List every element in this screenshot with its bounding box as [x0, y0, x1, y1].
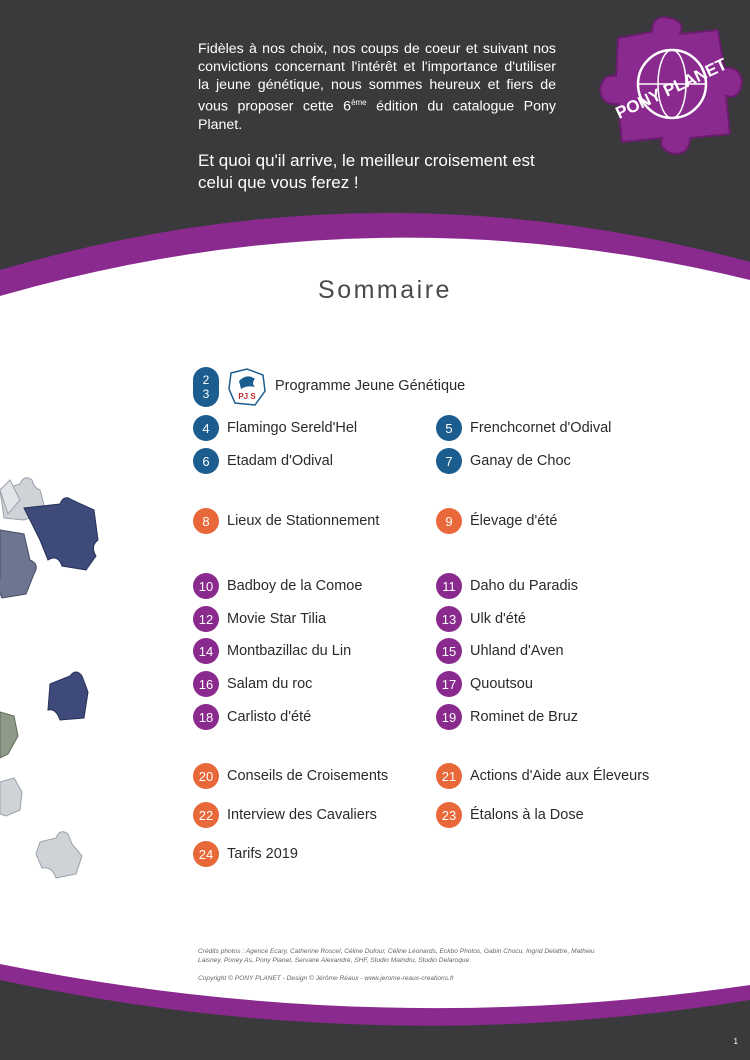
logo-text: PONY PLANET	[612, 54, 731, 123]
toc-item[interactable]	[436, 573, 578, 599]
toc-label: Frenchcornet d'Odival	[470, 420, 612, 436]
toc-label: Montbazillac du Lin	[227, 643, 352, 659]
toc-label: Carlisto d'été	[227, 709, 312, 725]
toc-item[interactable]	[193, 841, 298, 867]
toc-item[interactable]	[193, 671, 312, 697]
toc-item[interactable]	[436, 763, 649, 789]
page-number-badge: 18	[193, 704, 219, 730]
page-number: 1	[733, 1037, 738, 1046]
toc-item[interactable]	[436, 802, 584, 828]
toc-item[interactable]	[193, 448, 333, 474]
page-number-badge: 24	[193, 841, 219, 867]
toc-label: Ganay de Choc	[470, 453, 571, 469]
toc-item[interactable]	[193, 638, 351, 664]
toc-label: Actions d'Aide aux Éleveurs	[470, 768, 650, 784]
toc-label: Movie Star Tilia	[227, 611, 327, 627]
toc-label: Daho du Paradis	[470, 578, 579, 594]
toc-label: Conseils de Croisements	[227, 768, 389, 784]
toc-label: Rominet de Bruz	[470, 709, 578, 725]
toc-label: Badboy de la Comoe	[227, 578, 363, 594]
toc-item[interactable]	[436, 508, 557, 534]
program-label: Programme Jeune Génétique	[275, 378, 466, 394]
toc-item[interactable]	[436, 671, 533, 697]
page-number-badge: 23	[436, 802, 462, 828]
toc-item[interactable]	[193, 704, 311, 730]
page-number-badge: 8	[193, 508, 219, 534]
toc-label: Ulk d'été	[470, 611, 526, 627]
toc-item[interactable]	[436, 448, 571, 474]
page-number-badge: 11	[436, 573, 462, 599]
toc-item[interactable]	[436, 415, 611, 441]
pony-planet-logo	[590, 10, 750, 160]
svg-text:PJ S: PJ S	[238, 392, 256, 401]
page-number-badge: 13	[436, 606, 462, 632]
toc-item[interactable]	[193, 573, 362, 599]
toc-label: Tarifs 2019	[227, 846, 298, 862]
puzzle-pieces-decoration	[0, 470, 120, 910]
toc-item[interactable]	[436, 606, 526, 632]
pjs-logo-icon	[225, 367, 269, 407]
page-title: Sommaire	[318, 276, 452, 304]
tagline: Et quoi qu'il arrive, le meilleur croisement est celui que vous ferez !	[198, 151, 535, 192]
page-number-badge: 9	[436, 508, 462, 534]
toc-item[interactable]	[436, 638, 564, 664]
program-page-badge: 2 3	[193, 367, 219, 407]
page-number-badge: 7	[436, 448, 462, 474]
program-row[interactable]	[193, 367, 483, 407]
toc-label: Lieux de Stationnement	[227, 513, 380, 529]
page-number-badge: 14	[193, 638, 219, 664]
toc-label: Étalons à la Dose	[470, 807, 584, 823]
toc-item[interactable]	[193, 415, 357, 441]
toc-label: Etadam d'Odival	[227, 453, 333, 469]
toc-label: Quoutsou	[470, 676, 533, 692]
page-number-badge: 10	[193, 573, 219, 599]
toc-item[interactable]	[193, 802, 377, 828]
toc-item[interactable]	[436, 704, 578, 730]
page-number-badge: 22	[193, 802, 219, 828]
copyright: Copyright © PONY PLANET - Design © Jérôme Réaux - www.jerome-reaux-creations.fr	[198, 975, 454, 982]
page-number-badge: 20	[193, 763, 219, 789]
toc-label: Élevage d'été	[470, 513, 558, 529]
page-number-badge: 15	[436, 638, 462, 664]
toc-label: Uhland d'Aven	[470, 643, 564, 659]
page-number-badge: 12	[193, 606, 219, 632]
page-number-badge: 21	[436, 763, 462, 789]
toc-item[interactable]	[193, 763, 388, 789]
photo-credits: Crédits photos : Agence Ecary, Catherine Roscel, Céline Dufour, Céline Léonards, Eckbo Photos, Gabin Chocu, Ingrid Delattre, Mathieu Laisney, Poney As, Pony Planet, Servane Alexandre, SHF, Studio Maindru, Studio Delaroque	[198, 948, 595, 964]
toc-label: Flamingo Sereld'Hel	[227, 420, 358, 436]
page-number-badge: 16	[193, 671, 219, 697]
toc-label: Interview des Cavaliers	[227, 807, 377, 823]
page-number-badge: 17	[436, 671, 462, 697]
toc-label: Salam du roc	[227, 676, 313, 692]
page-number-badge: 19	[436, 704, 462, 730]
toc-item[interactable]	[193, 508, 379, 534]
intro-paragraph: Fidèles à nos choix, nos coups de coeur et suivant nos convictions concernant l'intérêt et l'importance d'utiliser la jeune génétique, nous sommes heureux et fiers de vous proposer cette 6ème édition du catalogue Pony Planet.	[198, 41, 556, 133]
page-number-badge: 5	[436, 415, 462, 441]
page-number-badge: 4	[193, 415, 219, 441]
toc-item[interactable]	[193, 606, 326, 632]
page-number-badge: 6	[193, 448, 219, 474]
